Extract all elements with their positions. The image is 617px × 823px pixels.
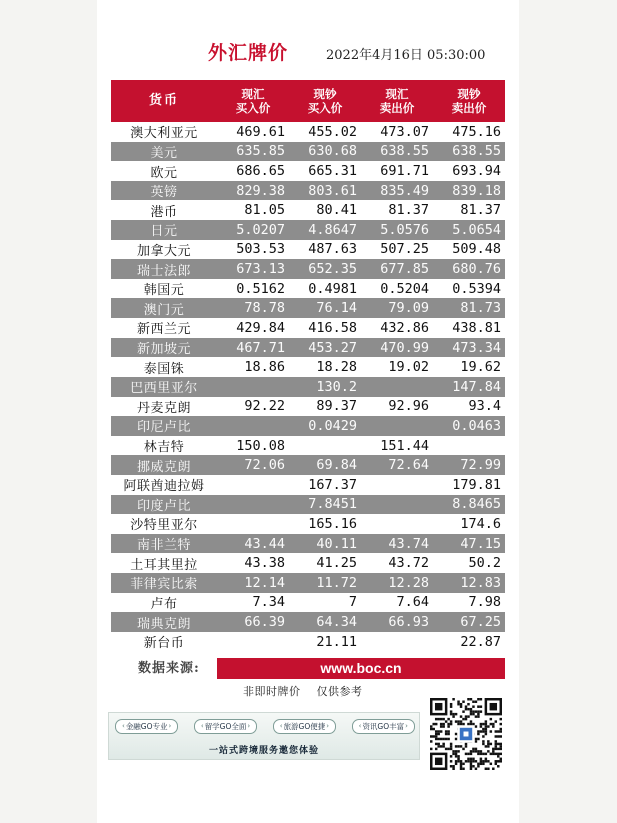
rate-value: 151.44 bbox=[361, 436, 433, 456]
currency-name: 瑞士法郎 bbox=[111, 259, 217, 279]
chevron-right-icon: › bbox=[405, 722, 408, 730]
currency-name: 沙特里亚尔 bbox=[111, 514, 217, 534]
table-row bbox=[111, 573, 505, 593]
table-row bbox=[111, 200, 505, 220]
rate-value: 43.74 bbox=[361, 534, 433, 554]
rate-value: 40.11 bbox=[289, 534, 361, 554]
currency-name: 南非兰特 bbox=[111, 534, 217, 554]
rate-value: 652.35 bbox=[289, 259, 361, 279]
rate-value: 839.18 bbox=[433, 181, 505, 201]
chevron-right-icon: › bbox=[168, 722, 172, 730]
rate-value: 18.86 bbox=[217, 357, 289, 377]
currency-name: 卢布 bbox=[111, 593, 217, 613]
rate-value: 165.16 bbox=[289, 514, 361, 534]
rate-value: 93.4 bbox=[433, 397, 505, 417]
rate-value: 686.65 bbox=[217, 161, 289, 181]
rate-value: 150.08 bbox=[217, 436, 289, 456]
rate-value: 43.72 bbox=[361, 553, 433, 573]
rate-value: 835.49 bbox=[361, 181, 433, 201]
rate-value bbox=[361, 514, 433, 534]
rate-value: 66.39 bbox=[217, 612, 289, 632]
currency-name: 阿联酋迪拉姆 bbox=[111, 475, 217, 495]
column-header-line: 卖出价 bbox=[379, 101, 415, 115]
rate-value: 473.07 bbox=[361, 122, 433, 142]
chevron-right-icon: › bbox=[247, 722, 251, 730]
rate-value: 41.25 bbox=[289, 553, 361, 573]
qr-code-icon[interactable] bbox=[430, 698, 502, 770]
table-row bbox=[111, 377, 505, 397]
page-header bbox=[100, 38, 512, 70]
table-row bbox=[111, 553, 505, 573]
chevron-left-icon: ‹ bbox=[122, 722, 125, 730]
table-row bbox=[111, 632, 505, 652]
table-row bbox=[111, 318, 505, 338]
column-header bbox=[361, 80, 433, 122]
promo-pill-row bbox=[115, 719, 415, 734]
chevron-right-icon: › bbox=[326, 722, 330, 730]
table-row bbox=[111, 259, 505, 279]
promo-pill-label: 旅游GO便捷 bbox=[283, 722, 326, 731]
rate-value: 12.28 bbox=[361, 573, 433, 593]
column-header-line: 现钞 bbox=[457, 87, 481, 101]
rate-value: 803.61 bbox=[289, 181, 361, 201]
rate-value: 7.34 bbox=[217, 593, 289, 613]
rate-value: 43.44 bbox=[217, 534, 289, 554]
banner-slogan: 一站式跨境服务邀您体验 bbox=[208, 746, 319, 756]
promo-pill-label: 留学GO全面 bbox=[204, 722, 247, 731]
rate-value: 638.55 bbox=[361, 142, 433, 162]
column-header-line: 货币 bbox=[148, 93, 179, 108]
rate-value: 0.5204 bbox=[361, 279, 433, 299]
table-row bbox=[111, 514, 505, 534]
rate-value: 179.81 bbox=[433, 475, 505, 495]
rate-value: 92.96 bbox=[361, 397, 433, 417]
rate-value: 81.73 bbox=[433, 298, 505, 318]
rate-value: 66.93 bbox=[361, 612, 433, 632]
rate-value: 72.06 bbox=[217, 455, 289, 475]
disclaimer-text: 非即时牌价 仅供参考 bbox=[243, 685, 363, 698]
rate-value: 12.83 bbox=[433, 573, 505, 593]
column-header-line: 买入价 bbox=[307, 101, 343, 115]
table-row bbox=[111, 279, 505, 299]
rate-value: 5.0207 bbox=[217, 220, 289, 240]
rate-value: 7.8451 bbox=[289, 495, 361, 515]
rate-value: 503.53 bbox=[217, 240, 289, 260]
rate-value: 691.71 bbox=[361, 161, 433, 181]
table-row bbox=[111, 416, 505, 436]
rate-value: 81.37 bbox=[361, 200, 433, 220]
rate-value: 67.25 bbox=[433, 612, 505, 632]
currency-name: 美元 bbox=[111, 142, 217, 162]
table-row bbox=[111, 122, 505, 142]
rate-value: 22.87 bbox=[433, 632, 505, 652]
currency-name: 挪威克朗 bbox=[111, 455, 217, 475]
currency-name: 韩国元 bbox=[111, 279, 217, 299]
currency-name: 印尼卢比 bbox=[111, 416, 217, 436]
table-row bbox=[111, 298, 505, 318]
rate-value: 81.37 bbox=[433, 200, 505, 220]
table-row bbox=[111, 534, 505, 554]
rate-value: 416.58 bbox=[289, 318, 361, 338]
promo-pill-label: 金融GO专业 bbox=[125, 722, 168, 731]
rate-value: 12.14 bbox=[217, 573, 289, 593]
table-row bbox=[111, 495, 505, 515]
rate-value bbox=[217, 475, 289, 495]
rate-value: 0.4981 bbox=[289, 279, 361, 299]
currency-name: 日元 bbox=[111, 220, 217, 240]
rate-value bbox=[433, 436, 505, 456]
currency-name: 加拿大元 bbox=[111, 240, 217, 260]
rate-datetime: 2022年4月16日 05:30:00 bbox=[326, 48, 486, 63]
column-header-line: 现汇 bbox=[385, 87, 409, 101]
rate-value: 21.11 bbox=[289, 632, 361, 652]
rate-value: 76.14 bbox=[289, 298, 361, 318]
rate-value: 509.48 bbox=[433, 240, 505, 260]
rate-value: 630.68 bbox=[289, 142, 361, 162]
rate-value: 43.38 bbox=[217, 553, 289, 573]
rate-value: 7.98 bbox=[433, 593, 505, 613]
currency-name: 新加坡元 bbox=[111, 338, 217, 358]
rate-value bbox=[361, 416, 433, 436]
rate-value: 0.5162 bbox=[217, 279, 289, 299]
data-source-label: 数据来源: bbox=[111, 658, 217, 679]
currency-name: 印度卢比 bbox=[111, 495, 217, 515]
rate-value bbox=[217, 632, 289, 652]
rate-value: 487.63 bbox=[289, 240, 361, 260]
column-header-line: 买入价 bbox=[235, 101, 271, 115]
rate-value: 0.0429 bbox=[289, 416, 361, 436]
column-header-line: 现汇 bbox=[241, 87, 265, 101]
rate-value: 92.22 bbox=[217, 397, 289, 417]
chevron-left-icon: ‹ bbox=[279, 722, 283, 730]
rate-value: 89.37 bbox=[289, 397, 361, 417]
table-row bbox=[111, 240, 505, 260]
table-row bbox=[111, 181, 505, 201]
exchange-rate-table bbox=[111, 80, 505, 651]
rate-value: 47.15 bbox=[433, 534, 505, 554]
rate-value: 19.02 bbox=[361, 357, 433, 377]
promo-pill-label: 资讯GO丰富 bbox=[362, 722, 405, 731]
rate-value: 429.84 bbox=[217, 318, 289, 338]
table-row bbox=[111, 161, 505, 181]
rate-value: 673.13 bbox=[217, 259, 289, 279]
rate-value: 453.27 bbox=[289, 338, 361, 358]
table-row bbox=[111, 220, 505, 240]
rate-value bbox=[217, 514, 289, 534]
rate-value: 467.71 bbox=[217, 338, 289, 358]
table-row bbox=[111, 357, 505, 377]
currency-name: 澳大利亚元 bbox=[111, 122, 217, 142]
rate-value: 5.0654 bbox=[433, 220, 505, 240]
rate-value: 167.37 bbox=[289, 475, 361, 495]
table-body bbox=[111, 122, 505, 651]
promo-pill[interactable] bbox=[273, 719, 336, 734]
currency-name: 英镑 bbox=[111, 181, 217, 201]
rate-value: 473.34 bbox=[433, 338, 505, 358]
table-row bbox=[111, 436, 505, 456]
promo-pill[interactable] bbox=[194, 719, 257, 734]
data-source-row bbox=[111, 658, 505, 679]
rate-value: 4.8647 bbox=[289, 220, 361, 240]
table-row bbox=[111, 397, 505, 417]
table-row bbox=[111, 475, 505, 495]
rate-value: 475.16 bbox=[433, 122, 505, 142]
currency-name: 新台币 bbox=[111, 632, 217, 652]
rate-value bbox=[217, 495, 289, 515]
currency-name: 欧元 bbox=[111, 161, 217, 181]
rate-value: 72.99 bbox=[433, 455, 505, 475]
rate-value: 147.84 bbox=[433, 377, 505, 397]
currency-name: 林吉特 bbox=[111, 436, 217, 456]
table-row bbox=[111, 593, 505, 613]
rate-value: 11.72 bbox=[289, 573, 361, 593]
column-header bbox=[217, 80, 289, 122]
rate-value: 7.64 bbox=[361, 593, 433, 613]
rate-value: 18.28 bbox=[289, 357, 361, 377]
rate-value bbox=[217, 377, 289, 397]
rate-value: 455.02 bbox=[289, 122, 361, 142]
currency-name: 土耳其里拉 bbox=[111, 553, 217, 573]
rate-value: 5.0576 bbox=[361, 220, 433, 240]
rate-value bbox=[361, 495, 433, 515]
rate-value: 174.6 bbox=[433, 514, 505, 534]
rate-value: 0.5394 bbox=[433, 279, 505, 299]
promo-banner[interactable] bbox=[108, 712, 420, 760]
rate-value: 64.34 bbox=[289, 612, 361, 632]
rate-value: 677.85 bbox=[361, 259, 433, 279]
table-row bbox=[111, 142, 505, 162]
column-header bbox=[289, 80, 361, 122]
rate-value: 438.81 bbox=[433, 318, 505, 338]
rate-value bbox=[361, 632, 433, 652]
rate-value: 79.09 bbox=[361, 298, 433, 318]
currency-name: 澳门元 bbox=[111, 298, 217, 318]
table-header-row bbox=[111, 80, 505, 122]
currency-name: 泰国铢 bbox=[111, 357, 217, 377]
currency-name: 新西兰元 bbox=[111, 318, 217, 338]
currency-name: 瑞典克朗 bbox=[111, 612, 217, 632]
page-title: 外汇牌价 bbox=[208, 42, 289, 64]
rate-value bbox=[289, 436, 361, 456]
promo-pill[interactable] bbox=[352, 719, 415, 734]
currency-name: 港币 bbox=[111, 200, 217, 220]
table-row bbox=[111, 338, 505, 358]
rate-value: 81.05 bbox=[217, 200, 289, 220]
rate-value: 80.41 bbox=[289, 200, 361, 220]
rate-value: 7 bbox=[289, 593, 361, 613]
column-header bbox=[433, 80, 505, 122]
rate-value bbox=[361, 475, 433, 495]
rate-value bbox=[361, 377, 433, 397]
rate-value: 69.84 bbox=[289, 455, 361, 475]
rate-value: 829.38 bbox=[217, 181, 289, 201]
data-source-link[interactable]: www.boc.cn bbox=[217, 658, 505, 679]
rate-value: 635.85 bbox=[217, 142, 289, 162]
promo-pill[interactable] bbox=[115, 719, 178, 734]
currency-name: 巴西里亚尔 bbox=[111, 377, 217, 397]
rate-value: 8.8465 bbox=[433, 495, 505, 515]
rate-value: 638.55 bbox=[433, 142, 505, 162]
currency-name: 丹麦克朗 bbox=[111, 397, 217, 417]
rate-value: 19.62 bbox=[433, 357, 505, 377]
rate-value: 432.86 bbox=[361, 318, 433, 338]
column-header-line: 卖出价 bbox=[451, 101, 487, 115]
chevron-left-icon: ‹ bbox=[358, 722, 362, 730]
column-header bbox=[111, 80, 217, 122]
rate-value: 469.61 bbox=[217, 122, 289, 142]
table-row bbox=[111, 612, 505, 632]
rate-value: 507.25 bbox=[361, 240, 433, 260]
table-row bbox=[111, 455, 505, 475]
rate-value: 470.99 bbox=[361, 338, 433, 358]
rate-value: 665.31 bbox=[289, 161, 361, 181]
rate-value: 50.2 bbox=[433, 553, 505, 573]
rate-value: 72.64 bbox=[361, 455, 433, 475]
rate-value: 693.94 bbox=[433, 161, 505, 181]
rate-value: 130.2 bbox=[289, 377, 361, 397]
column-header-line: 现钞 bbox=[313, 87, 337, 101]
rate-value bbox=[217, 416, 289, 436]
rate-value: 0.0463 bbox=[433, 416, 505, 436]
currency-name: 菲律宾比索 bbox=[111, 573, 217, 593]
rate-value: 680.76 bbox=[433, 259, 505, 279]
rate-value: 78.78 bbox=[217, 298, 289, 318]
chevron-left-icon: ‹ bbox=[200, 722, 204, 730]
